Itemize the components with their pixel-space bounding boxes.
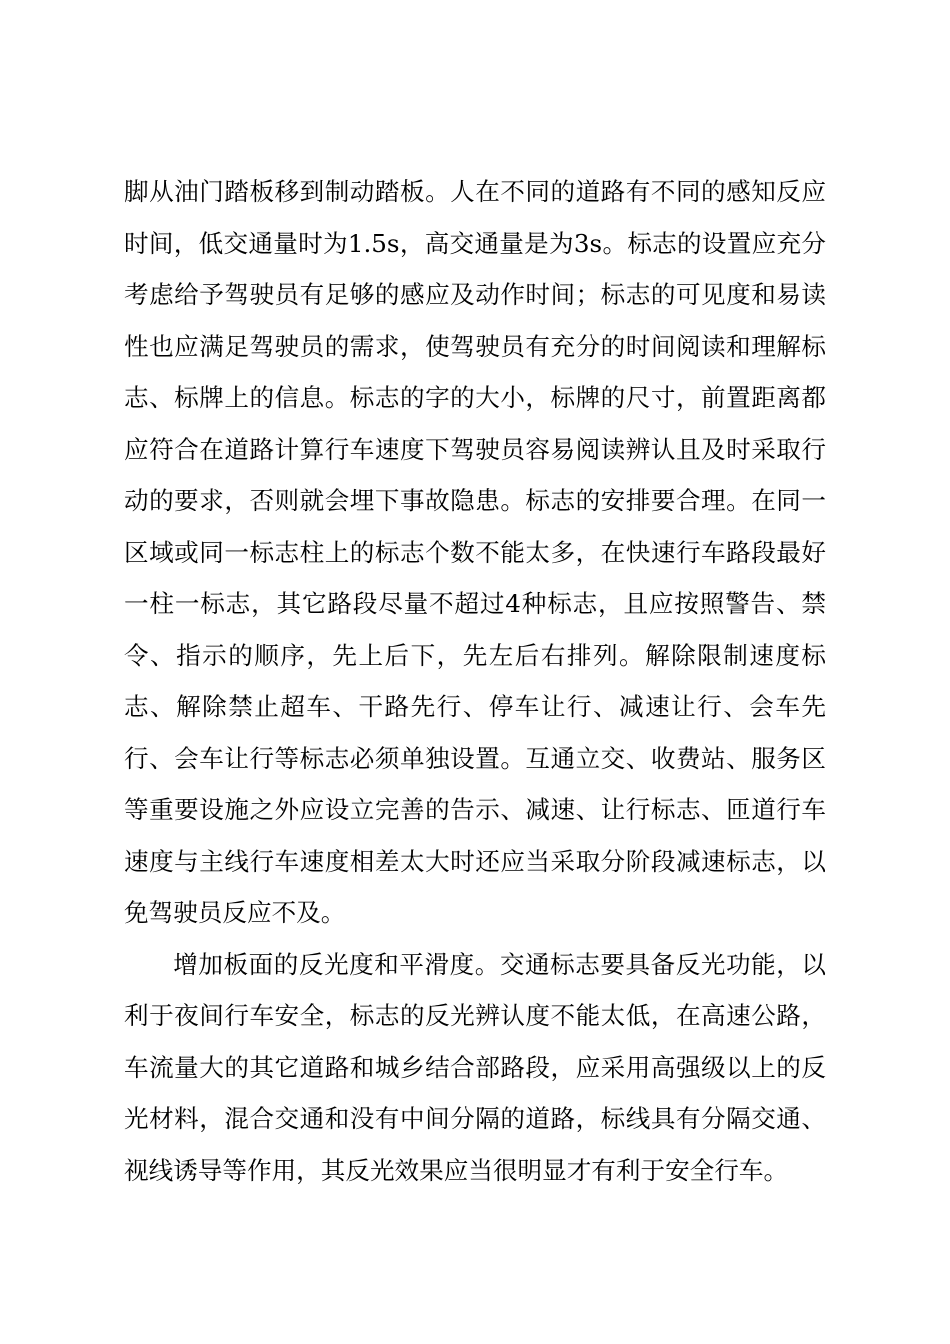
document-body: [124, 166, 826, 1196]
paragraph-continued: 脚从油门踏板移到制动踏板。人在不同的道路有不同的感知反应时间，低交通量时为1.5s，高交通量是为3s。标志的设置应充分考虑给予驾驶员有足够的感应及动作时间；标志的可见度和易读性也应满足驾驶员的需求，使驾驶员有充分的时间阅读和理解标志、标牌上的信息。标志的字的大小，标牌的尺寸，前置距离都应符合在道路计算行车速度下驾驶员容易阅读辨认且及时采取行动的要求，否则就会埋下事故隐患。标志的安排要合理。在同一区域或同一标志柱上的标志个数不能太多，在快速行车路段最好一柱一标志，其它路段尽量不超过4种标志，且应按照警告、禁令、指示的顺序，先上后下，先左后右排列。解除限制速度标志、解除禁止超车、干路先行、停车让行、减速让行、会车先行、会车让行等标志必须单独设置。互通立交、收费站、服务区等重要设施之外应设立完善的告示、减速、让行标志、匝道行车速度与主线行车速度相差太大时还应当采取分阶段减速标志，以免驾驶员反应不及。: [124, 177, 826, 927]
paragraph-reflectivity: 增加板面的反光度和平滑度。交通标志要具备反光功能，以利于夜间行车安全，标志的反光辨认度不能太低，在高速公路，车流量大的其它道路和城乡结合部路段，应采用高强级以上的反光材料，混合交通和没有中间分隔的道路，标线具有分隔交通、视线诱导等作用，其反光效果应当很明显才有利于安全行车。: [124, 949, 826, 1185]
